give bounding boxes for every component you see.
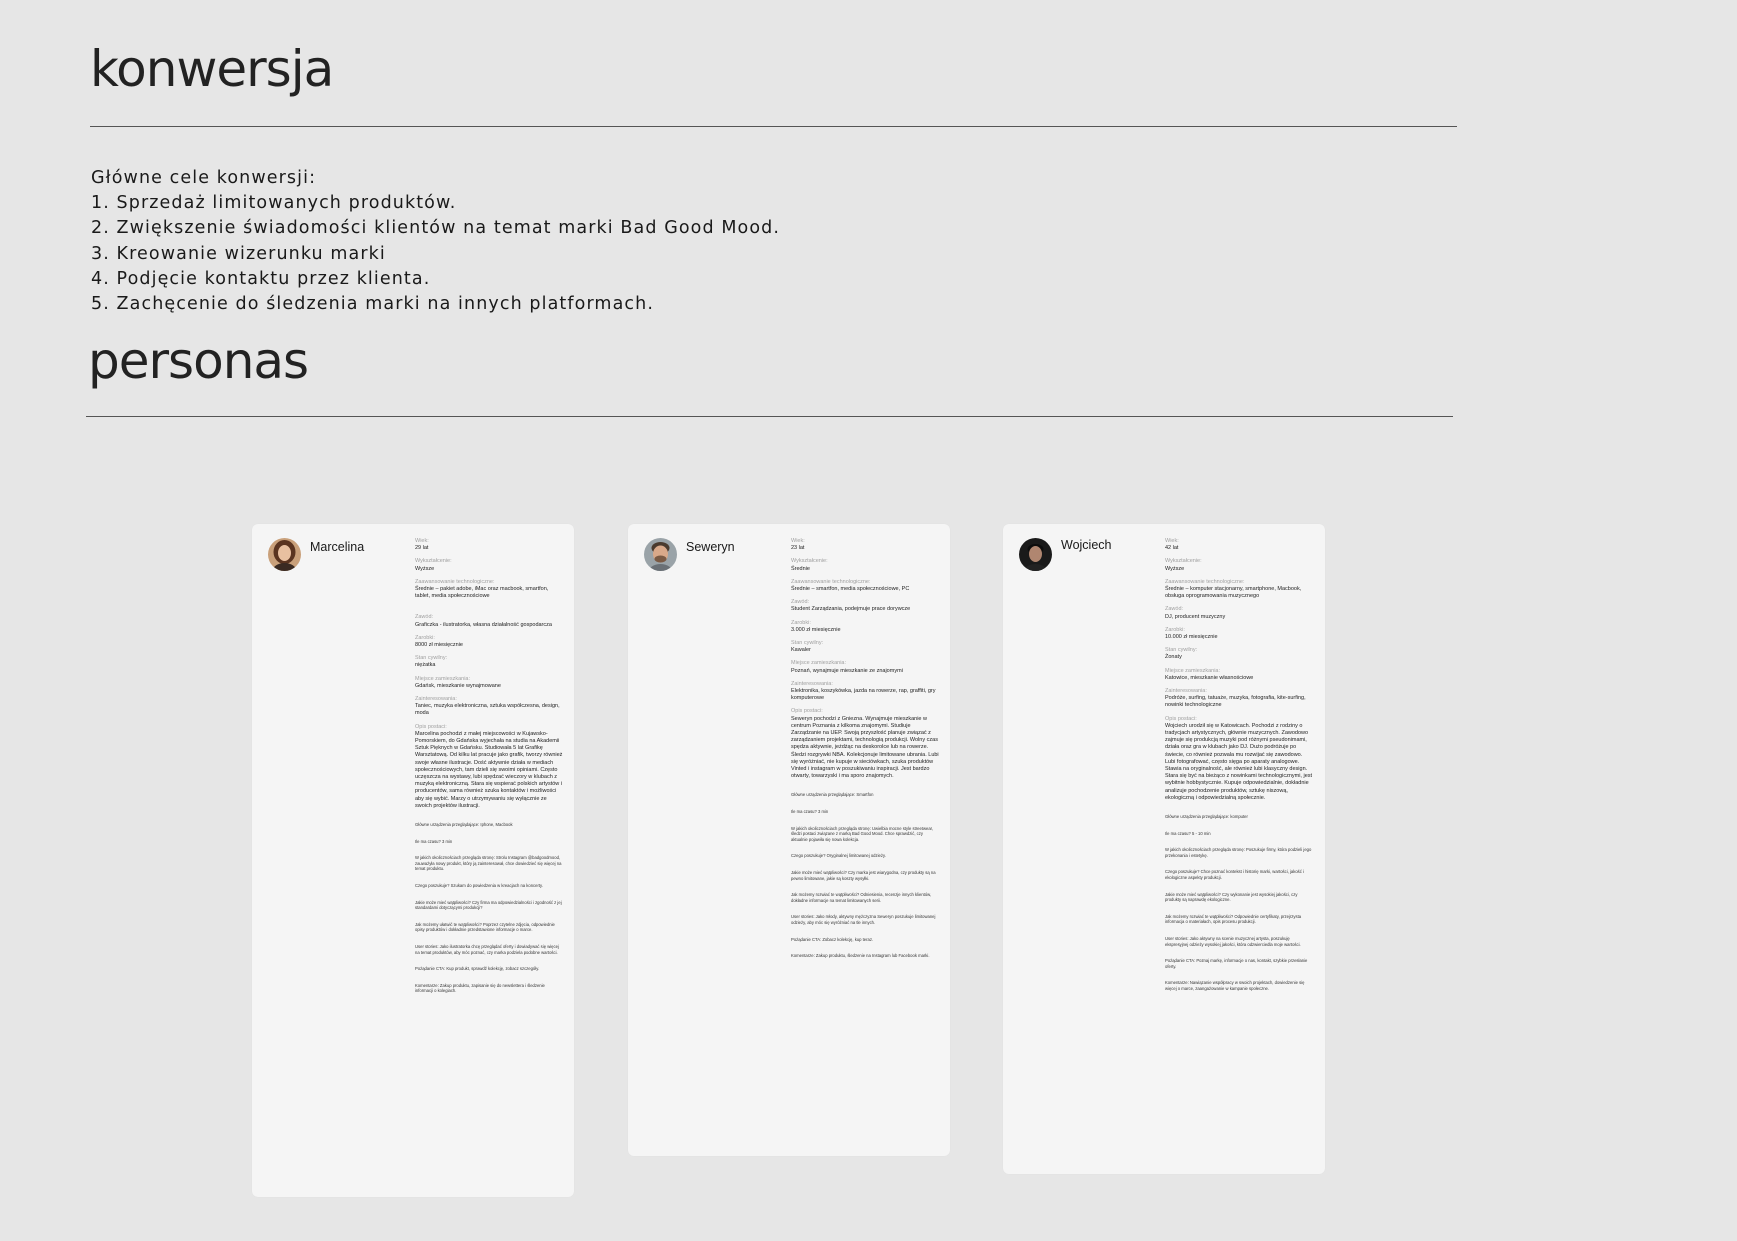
persona-field: Zainteresowania: Elektronika, koszykówka, jazda na rowerze, rap, graffiti, gry komputerowe — [791, 680, 936, 702]
conversion-goals-list — [91, 166, 780, 317]
avatar — [1019, 538, 1052, 571]
qa-item: Jakie może mieć wątpliwości? Czy wykonanie jest wysokiej jakości, czy produkty są naprawdę ekologiczne. — [1165, 891, 1298, 903]
goal-item: 4. Podjęcie kontaktu przez klienta. — [91, 268, 431, 289]
persona-field: Zawód: DJ, producent muzyczny — [1165, 606, 1226, 620]
qa-item: User stories: Jako młody, aktywny mężczyzna Seweryn poszukuje limitowanej odzieży, aby móc się wyróżniać na tle innych. — [791, 914, 936, 926]
qa-item: Jakie może mieć wątpliwości? Czy marka jest wiarygodna, czy produkty są na pewno limitowane, jakie są koszty wysyłki. — [791, 870, 936, 881]
persona-field: Wykształcenie: Wyższe — [415, 558, 452, 572]
qa-item: Jakie może mieć wątpliwości? Czy firma ma odpowiedzialności i zgodność z jej standardami dotyczącymi produkcji? — [415, 899, 562, 911]
persona-field: Zainteresowania: Taniec, muzyka elektroniczna, sztuka współczesna, design, moda — [415, 696, 560, 717]
qa-item: Jak możemy rozwiać te wątpliwości? Odpowiednie certyfikaty, przejrzysta informacja o materiałach, opis procesu produkcji. — [1165, 913, 1302, 925]
qa-item: User stories: Jako aktywny na scenie muzycznej artysta, poszukuję ekspresyjnej odzieży wysokiej jakości, która odzwierciedla moje wartości. — [1165, 936, 1301, 947]
persona-field: Opis postaci: Seweryn pochodzi z Gniezna. Wynajmuje mieszkanie w centrum Poznania z kilkoma znajomymi. Studiuje Zarządzanie na UEP. Swoją przyszłość planuje związać z zarządzaniem projektami, technologią produkcji. Wolny czas spędza aktywnie, jeżdżąc na deskorolce lub na rowerze. Śledzi rozgrywki NBA. Kolekcjonuje limitowane ubrania. Lubi się wyróżniać, nie kupuje w sieciówkach, szuka produktów Vinted i instagram w poszukiwaniu inspiracji. Jest bardzo otwarty, towarzyski i ma sporo znajomych. — [791, 708, 939, 780]
persona-field: Zainteresowania: Podróże, surfing, tatuaże, muzyka, fotografia, kite-surfing, nowinki technologiczne — [1165, 688, 1306, 709]
qa-item: Ile ma czasu? 3 min — [415, 838, 453, 844]
persona-qa-list — [415, 822, 563, 994]
persona-details — [791, 538, 939, 970]
qa-item: Pożądanie CTA: Zobacz kolekcję, kup teraz. — [791, 936, 874, 942]
persona-field: Zarobki: 10.000 zł miesięcznie — [1165, 626, 1218, 641]
persona-field: Zawód: Graficzka - ilustratorka, własna działalność gospodarcza — [415, 614, 552, 628]
avatar — [644, 538, 677, 571]
qa-item: Jak możemy rozwiać te wątpliwości? Odniesienia, recenzje innych klientów, dokładne informacje na temat limitowanych serii. — [791, 892, 932, 903]
avatar — [268, 538, 301, 571]
persona-field: Wiek: 42 lat — [1165, 538, 1179, 552]
persona-field: Stan cywilny: niężatka — [415, 655, 448, 669]
qa-item: Ile ma czasu? 5 - 10 min — [1165, 830, 1211, 836]
qa-item: Czego poszukuje? Chce poznać kontekst i historię marki, wartości, jakość i ekologiczne aspekty produkcji. — [1165, 869, 1304, 881]
qa-item: Komentarze: Nawiązanie współpracy w swoich projektach, dowiedzenie się więcej o marce, zaangażowanie w kampanie społeczne. — [1165, 980, 1305, 991]
divider — [86, 416, 1453, 417]
persona-field: Zaawansowanie technologiczne: Średnie – smartfon, media społecznościowe, PC — [791, 578, 910, 593]
qa-item: W jakich okolicznościach przegląda stronę: Poszukuje firmy, która podzieli jego przekonania i estetykę. — [1165, 847, 1312, 858]
qa-item: User stories: Jako ilustratorka chcę przeglądać oferty i dowiadywać się więcej na temat produktów, aby móc poznać, czy marka podziela podobne wartości. — [415, 944, 559, 955]
qa-item: Główne urządzenia przeglądające: Smartfon — [791, 792, 874, 798]
qa-item: Pożądanie CTA: Kup produkt, sprawdź kolekcję, zobacz szczegóły. — [415, 966, 540, 972]
qa-item: Główne urządzenia przeglądające: Iphone, Macbook — [415, 822, 513, 828]
persona-field: Wiek: 23 lat — [791, 538, 805, 552]
divider — [90, 126, 1457, 127]
persona-field: Zaawansowanie technologiczne: Średnie – komputer stacjonarny, smartphone, Macbook, obsługa oprogramowania muzycznego — [1165, 578, 1302, 600]
qa-item: W jakich okolicznościach przegląda stronę: Uwielbia mocne style streetwear, śledzi postaci związane z marką Bad Good Mood. Chce sprawdzić, czy aktualnie pojawiła się nowa kolekcja. — [791, 825, 933, 842]
qa-item: Czego poszukuje? Oryginalnej limitowanej odzieży. — [791, 853, 886, 859]
persona-field: Zarobki: 3.000 zł miesięcznie — [791, 619, 841, 633]
persona-card-wojciech — [1003, 524, 1325, 1174]
persona-field: Miejsce zamieszkania: Poznań, wynajmuje mieszkanie ze znajomymi — [791, 660, 903, 674]
goal-item: 1. Sprzedaż limitowanych produktów. — [91, 193, 457, 214]
section-title-conversion: konwersja — [90, 40, 334, 98]
persona-details — [1165, 538, 1313, 1003]
persona-name: Wojciech — [1061, 538, 1112, 552]
goal-item: 3. Kreowanie wizerunku marki — [91, 243, 386, 264]
persona-qa-list — [1165, 814, 1313, 992]
goal-item: 5. Zachęcenie do śledzenia marki na innych platformach. — [91, 294, 654, 315]
persona-field: Wykształcenie: Wyższe — [1165, 558, 1202, 572]
persona-field: Opis postaci: Marcelina pochodzi z małej miejscowości w Kujawsko-Pomorskiem, do Gdańska wyjechała na studia na Akademii Sztuk Pięknych w Gdańsku. Studiowała 5 lat Grafikę Warsztatową. Od kilku lat pracuje jako grafik, tworzy również swoje własne ilustracje. Dość aktywnie działa w mediach społecznościowych, tam dzieli się swoimi opiniami. Często uczęszcza na wystawy, lubi spędzać wieczory w klubach z muzyką elektroniczną. Stara się wspierać polskich artystów i producentów, sama również szuka kontaktów i możliwości aby się wybić. Marzy o utrzymywaniu się wyłącznie ze swoich projektów ilustracji. — [415, 723, 563, 809]
qa-item: Główne urządzenia przeglądające: komputer — [1165, 814, 1248, 820]
qa-item: W jakich okolicznościach przegląda stronę: Strolu Instagram @badgoodmood, zauważyła nowy produkt, który ją zainteresował, chce dowiedzieć się więcej na temat produktu. — [415, 855, 562, 872]
persona-name: Marcelina — [310, 540, 365, 554]
goal-item: 2. Zwiększenie świadomości klientów na temat marki Bad Good Mood. — [91, 218, 781, 239]
persona-field: Stan cywilny: Żonaty — [1165, 647, 1198, 661]
qa-item: Ile ma czasu? 3 min — [791, 809, 829, 815]
persona-qa-list — [791, 792, 939, 958]
persona-field: Miejsce zamieszkania: Katowice, mieszkanie własnościowe — [1165, 667, 1254, 681]
persona-details — [415, 538, 563, 1005]
persona-field: Miejsce zamieszkania: Gdańsk, mieszkanie wynajmowane — [415, 675, 501, 689]
persona-field: Opis postaci: Wojciech urodził się w Katowicach. Pochodzi z rodziny o tradycjach artystycznych, głównie muzycznych. Zawodowo zajmuje się produkcją muzyki pod różnymi pseudonimami, działa oraz gra w klubach jako DJ. Dużo podróżuje po świecie, co również pozwala mu rozwijać się zawodowo. Lubi fotografować, często sięga po aparaty analogowe. Stawia na oryginalność, ale również lubi klasyczny design. Stara się być na bieżąco z nowinkami technologicznymi, jest wybitnie hobbystycznie. Kupuje odpowiedzialnie, dokładnie analizuje pochodzenie produktów, sztukę niszową, ekologiczną i odpowiedzialną społecznie. — [1165, 715, 1313, 801]
qa-item: Czego poszukuje? Szukam do powiedzenia w kreacjach na koncerty. — [415, 883, 543, 889]
persona-name: Seweryn — [686, 540, 735, 554]
persona-field: Zawód: Student Zarządzania, podejmuje prace dorywcze — [791, 599, 911, 613]
persona-card-seweryn — [628, 524, 950, 1156]
goals-heading: Główne cele konwersji: — [91, 168, 317, 188]
qa-item: Jak możemy ułatwić te wątpliwości? Poprzez czytelne zdjęcia, odpowiednie opisy produktów i dokładnie przedstawione informacje o marce. — [415, 921, 555, 933]
persona-field: Wykształcenie: Średnie — [791, 558, 828, 572]
qa-item: Komentarze: Zakup produktu, śledzenie na Instagram lub Facebook marki. — [791, 953, 930, 959]
persona-field: Wiek: 29 lat — [415, 538, 429, 552]
persona-field: Zarobki: 8000 zł miesięcznie — [415, 634, 463, 649]
persona-card-marcelina — [252, 524, 574, 1197]
persona-field: Stan cywilny: Kawaler — [791, 640, 824, 654]
qa-item: Pożądanie CTA: Poznaj markę, informacje o nas, kontakt, szybkie przesłanie oferty. — [1165, 958, 1308, 969]
persona-field: Zaawansowanie technologiczne: Średnie – pakiet adobe, iMac oraz macbook, smartfon, tablet, media społecznościowe — [415, 578, 549, 600]
section-title-personas: personas — [88, 332, 309, 390]
qa-item: Komentarze: Zakup produktu, zapisanie się do newslettera i śledzenie informacji o kolegiach. — [415, 982, 545, 994]
